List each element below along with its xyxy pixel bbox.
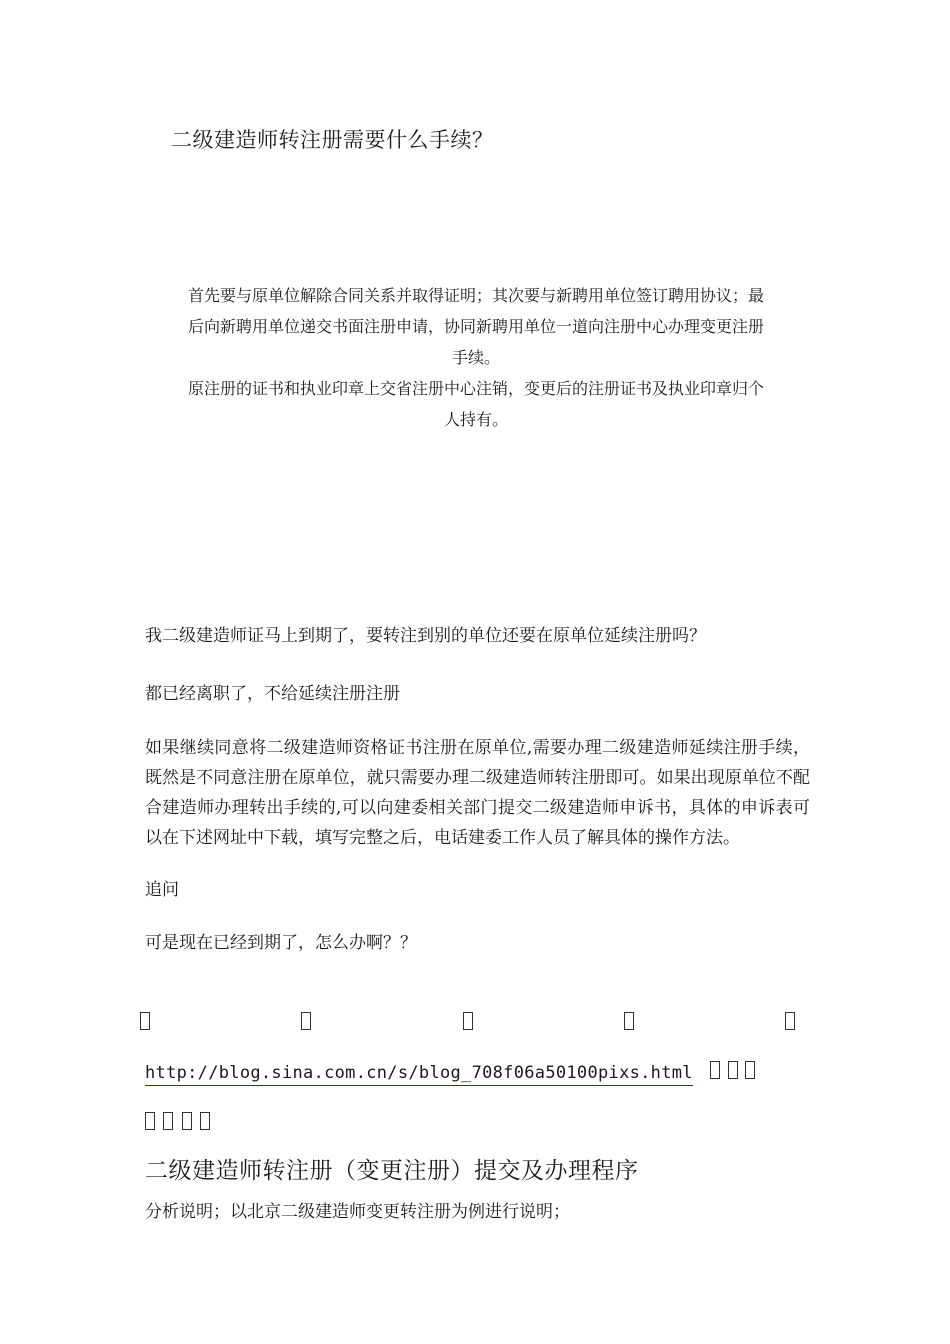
blog-link[interactable]: http://blog.sina.com.cn/s/blog_708f06a50100pixs.html xyxy=(145,1063,693,1086)
question-detail: 都已经离职了，不给延续注册注册 xyxy=(145,684,400,704)
missing-glyph xyxy=(728,1061,738,1079)
question-text: 我二级建造师证马上到期了，要转注到别的单位还要在原单位延续注册吗？ xyxy=(145,626,706,646)
answer-line: 后向新聘用单位递交书面注册申请，协同新聘用单位一道向注册中心办理变更注册 xyxy=(187,317,764,336)
answer-line: 人持有。 xyxy=(443,410,508,429)
followup-label: 追问 xyxy=(145,880,179,900)
answer-block xyxy=(142,280,810,435)
url-row xyxy=(145,1061,810,1086)
missing-glyph xyxy=(182,1112,192,1130)
answer-line: 首先要与原单位解除合同关系并取得证明；其次要与新聘用单位签订聘用协议；最 xyxy=(187,286,764,305)
followup-text: 可是现在已经到期了，怎么办啊？？ xyxy=(145,933,417,953)
section-note: 分析说明；以北京二级建造师变更转注册为例进行说明； xyxy=(145,1202,570,1222)
missing-glyph-group xyxy=(145,1112,213,1137)
missing-glyph xyxy=(710,1061,720,1079)
missing-glyph xyxy=(463,1012,473,1030)
missing-glyph xyxy=(200,1112,210,1130)
answer-line: 原注册的证书和执业印章上交省注册中心注销，变更后的注册证书及执业印章归个 xyxy=(187,379,764,398)
missing-glyph xyxy=(745,1061,755,1079)
missing-glyph xyxy=(163,1112,173,1130)
missing-glyph-row xyxy=(140,1012,795,1030)
missing-glyph xyxy=(140,1012,150,1030)
qa-block xyxy=(145,622,810,957)
section-heading: 二级建造师转注册（变更注册）提交及办理程序 xyxy=(145,1158,639,1184)
reply-paragraph: 如果继续同意将二级建造师资格证书注册在原单位,需要办理二级建造师延续注册手续，既然是不同意注册在原单位，就只需要办理二级建造师转注册即可。如果出现原单位不配合建造师办理转出手续的,可以向建委相关部门提交二级建造师申诉书，具体的申诉表可以在下述网址中下载，填写完整之后，电话建委工作人员了解具体的操作方法。 xyxy=(145,738,810,848)
missing-glyph-group xyxy=(710,1061,757,1086)
answer-line: 手续。 xyxy=(451,348,500,367)
missing-glyph xyxy=(785,1012,795,1030)
missing-glyph xyxy=(145,1112,155,1130)
missing-glyph xyxy=(624,1012,634,1030)
missing-glyph xyxy=(301,1012,311,1030)
document-title: 二级建造师转注册需要什么手续？ xyxy=(171,128,494,152)
